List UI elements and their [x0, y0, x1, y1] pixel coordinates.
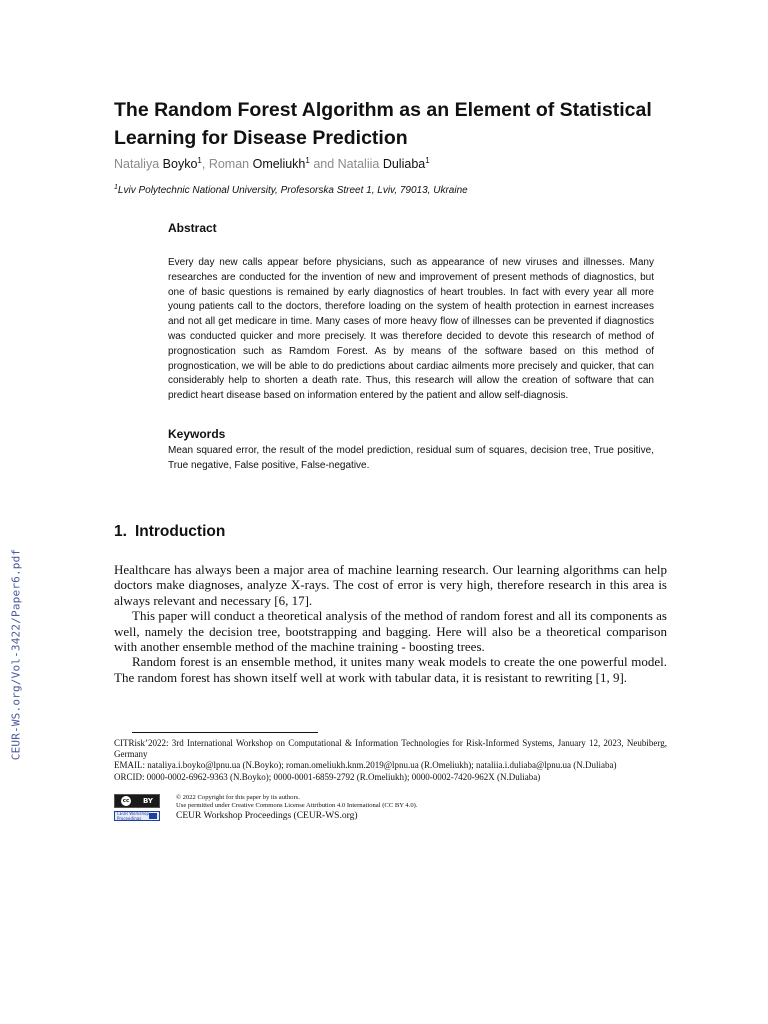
footnote-email: EMAIL: nataliya.i.boyko@lpnu.ua (N.Boyko); roman.omeliukh.knm.2019@lpnu.ua (R.Omeliukh); nataliia.i.duliaba@lpnu.ua (N.Duliaba) — [114, 760, 617, 771]
affiliation-mark: 1 — [114, 184, 118, 191]
affiliation-text: Lviv Polytechnic National University, Profesorska Street 1, Lviv, 79013, Ukraine — [117, 185, 468, 196]
footnote — [114, 738, 667, 783]
author-surname: Omeliukh — [252, 157, 306, 171]
affiliation — [114, 184, 468, 196]
license-row — [114, 794, 417, 810]
ceur-logo-icon — [114, 811, 160, 821]
author-given-name: Nataliya — [114, 157, 160, 171]
introduction-body — [114, 562, 667, 685]
author-given-name: Nataliia — [337, 157, 380, 171]
abstract-heading: Abstract — [168, 221, 217, 235]
abstract-text: Every day new calls appear before physicians, such as appearance of new viruses and illnesses. Many researches are conducted for the invention of new and improvement of present methods of diagnostics, but one of basic questions is remained by early diagnostics of heart troubles. In fact with every year all more young patients call to the doctors, therefore loading on the system of health protection in earnest increases and not all get medicare in time. Many cases of more heavy flow of illnesses can be prevented if diagnostics was conducted quicker and more precisely. It was therefore decided to devote this research of method of prognostication such as Ramdom Forest. As by means of the software based on this method of prognostication, we will be able to do predictions about cardiac ailments more precisely and quicker, that can considerably help to shorten a death rate. Thus, this research will allow the creation of software that can predict heart disease based on information entered by the patient and allow self-diagnosis. — [168, 257, 654, 402]
section-title: Introduction — [134, 523, 226, 540]
affiliation-mark: 1 — [425, 156, 430, 165]
section-number: 1. — [114, 523, 127, 540]
by-label: BY — [142, 797, 153, 805]
footnote-orcid: ORCID: 0000-0002-6962-9363 (N.Boyko); 0000-0001-6859-2792 (R.Omeliukh); 0000-0002-7420-962X (N.Duliaba) — [114, 771, 541, 782]
cc-by-license-icon — [114, 794, 160, 808]
side-stamp-text: CEUR-WS.org/Vol-3422/Paper6.pdf — [9, 548, 23, 760]
keywords-text: Mean squared error, the result of the model prediction, residual sum of squares, decision tree, True positive, True negative, False positive, False-negative. — [168, 445, 654, 471]
paragraph: Healthcare has always been a major area of machine learning research. Our learning algorithms can help doctors make diagnoses, analyze X-rays. The cost of error is very high, therefore research in this area is always relevant and necessary [6, 17]. — [114, 562, 667, 608]
copyright-line: © 2022 Copyright for this paper by its authors. — [176, 794, 300, 801]
affiliation-mark: 1 — [197, 156, 202, 165]
author-given-name: Roman — [208, 157, 250, 171]
author-surname: Duliaba — [382, 157, 426, 171]
license-line: Use permitted under Creative Commons License Attribution 4.0 International (CC BY 4.0). — [176, 802, 418, 809]
author-surname: Boyko — [162, 157, 198, 171]
proceedings-text: CEUR Workshop Proceedings (CEUR-WS.org) — [176, 811, 358, 821]
keywords-heading: Keywords — [168, 427, 226, 441]
author-list — [114, 156, 430, 171]
ceur-logo-text: CEUR Workshop Proceedings — [117, 811, 150, 821]
paragraph: Random forest is an ensemble method, it unites many weak models to create the one powerful model. The random forest has shown itself well at work with tabular data, it is resistant to rewriting [1, 9]. — [114, 654, 667, 685]
footnote-divider — [132, 732, 318, 733]
side-stamp — [9, 543, 23, 765]
author-separator: and — [309, 157, 338, 171]
cc-icon: cc — [122, 798, 130, 804]
author-separator: , — [201, 157, 209, 171]
paragraph: This paper will conduct a theoretical analysis of the method of random forest and all its components as well, namely the decision tree, bootstrapping and bagging. Here will also be a theoretical comparison with another ensemble method of the machine training - boosting trees. — [114, 608, 667, 655]
license-text — [176, 794, 417, 810]
proceedings-row — [114, 811, 357, 821]
affiliation-mark: 1 — [305, 156, 310, 165]
ceur-logo-mark — [149, 813, 157, 819]
section-heading-introduction — [114, 523, 225, 541]
paper-title: The Random Forest Algorithm as an Element of Statistical Learning for Disease Prediction — [114, 99, 652, 149]
footnote-workshop: CITRisk’2022: 3rd International Workshop on Computational & Information Technologies for Risk-Informed Systems, January 12, 2023, Neubiberg, Germany — [114, 738, 667, 760]
